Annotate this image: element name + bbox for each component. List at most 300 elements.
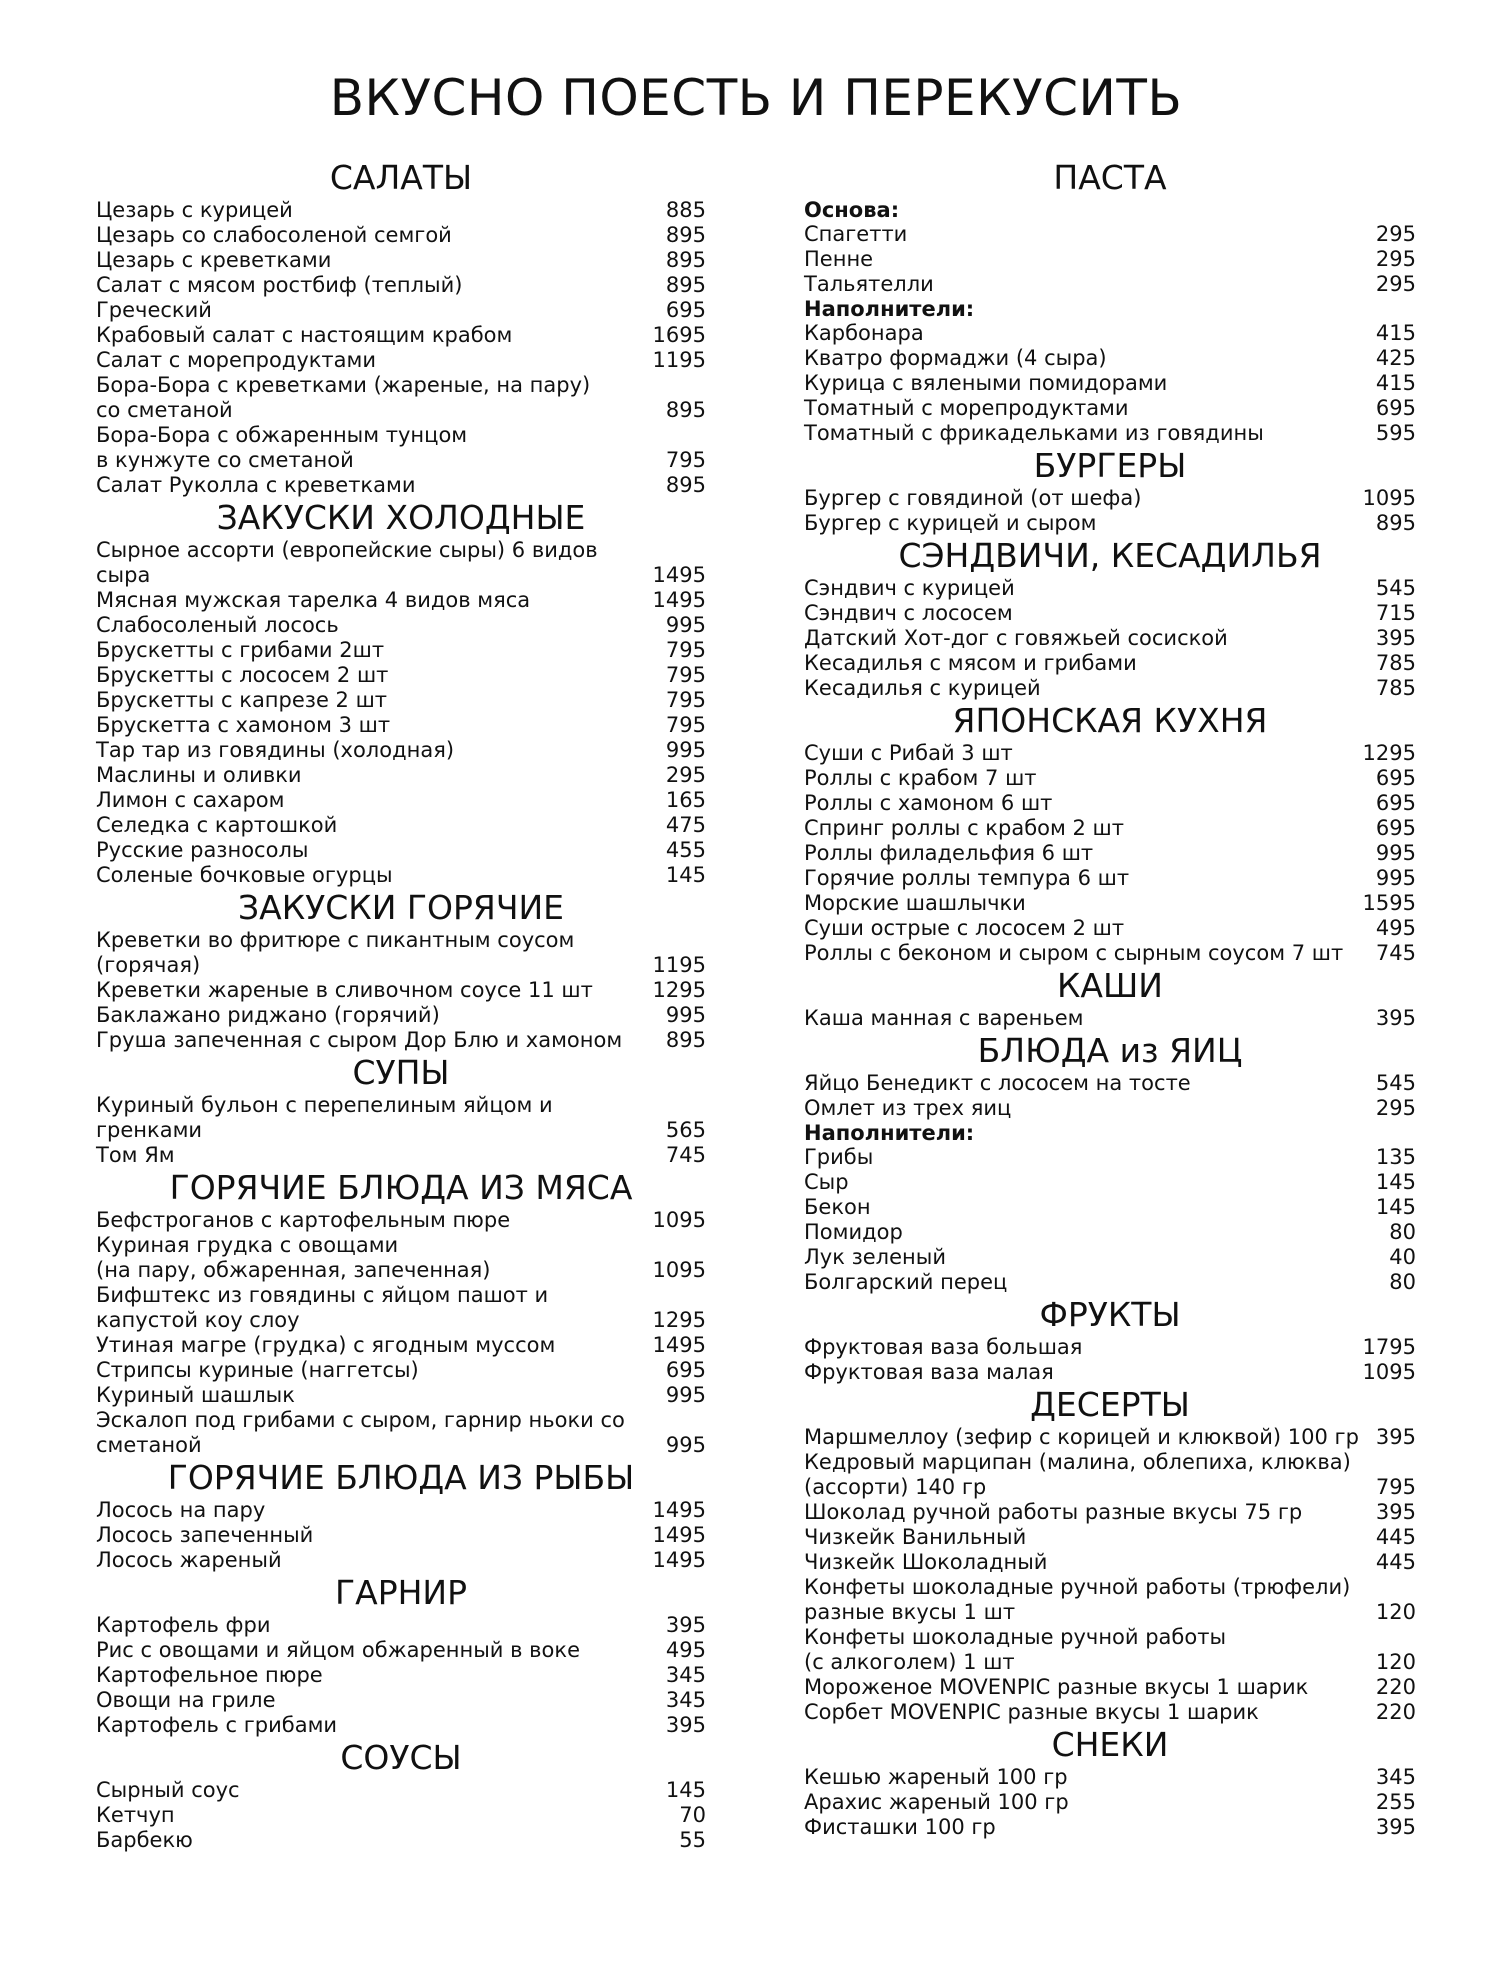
menu-item: [804, 1270, 1416, 1295]
menu-item-name: Кесадилья с курицей: [804, 676, 1041, 700]
menu-item-name: Греческий: [96, 298, 212, 322]
menu-item-price: 295: [1375, 1096, 1416, 1120]
menu-item-name: Брускетты с лососем 2 шт: [96, 663, 389, 687]
menu-section: [804, 966, 1416, 1031]
subheading: Основа:: [804, 198, 900, 222]
menu-item: [804, 247, 1416, 272]
menu-item-name: Бургер с говядиной (от шефа): [804, 486, 1142, 510]
menu-item-name: Стрипсы куриные (наггетсы): [96, 1358, 419, 1382]
menu-item-name: Салат с морепродуктами: [96, 348, 377, 372]
menu-item-price: 445: [1375, 1525, 1416, 1549]
section-title: ДЕСЕРТЫ: [1030, 1385, 1190, 1424]
menu-item-name: Спагетти: [804, 222, 908, 246]
menu-item: [96, 838, 706, 863]
menu-item-price: 40: [1389, 1245, 1416, 1269]
menu-item: [96, 1663, 706, 1688]
menu-item: [96, 1548, 706, 1573]
section-title: БЛЮДА из ЯИЦ: [977, 1031, 1243, 1070]
section-title: СЭНДВИЧИ, КЕСАДИЛЬЯ: [898, 536, 1322, 575]
menu-item-price: 1495: [652, 1523, 706, 1547]
menu-item-name: Роллы филадельфия 6 шт: [804, 841, 1094, 865]
menu-item: [96, 1383, 706, 1408]
menu-section: [804, 1385, 1416, 1725]
section-title: СНЕКИ: [1051, 1725, 1169, 1764]
menu-item: [804, 741, 1416, 766]
menu-item-price: 295: [665, 763, 706, 787]
menu-item-price: 495: [1375, 916, 1416, 940]
menu-item-price: 1195: [652, 348, 706, 372]
menu-item-price: 395: [1375, 1425, 1416, 1449]
menu-item-price: 395: [1375, 1500, 1416, 1524]
menu-item-name: Сэндвич с курицей: [804, 576, 1015, 600]
menu-item: [96, 588, 706, 613]
menu-item: [96, 298, 706, 323]
menu-item: [804, 1220, 1416, 1245]
menu-item-name: Картофель фри: [96, 1613, 271, 1637]
menu-item-name: Бекон: [804, 1195, 871, 1219]
menu-item-name: Соленые бочковые огурцы: [96, 863, 393, 887]
menu-item-price: 345: [665, 1688, 706, 1712]
menu-item-name: Томатный с фрикадельками из говядины: [804, 421, 1264, 445]
menu-item-name: Конфеты шоколадные ручной работы (трюфели) разные вкусы 1 шт: [804, 1575, 1351, 1624]
menu-item-name: Кедровый марципан (малина, облепиха, клюква) (ассорти) 140 гр: [804, 1450, 1351, 1499]
menu-item: [96, 538, 706, 588]
menu-item: [804, 651, 1416, 676]
menu-item-price: 1595: [1362, 891, 1416, 915]
menu-item-price: 135: [1375, 1145, 1416, 1169]
menu-item: [96, 1028, 706, 1053]
menu-item-name: Бора-Бора с креветками (жареные, на пару) со сметаной: [96, 373, 591, 422]
menu-item-name: Креветки жареные в сливочном соусе 11 шт: [96, 978, 593, 1002]
section-title: ЗАКУСКИ ГОРЯЧИЕ: [237, 888, 564, 927]
menu-item-price: 995: [665, 1433, 706, 1457]
menu-item-price: 695: [1375, 396, 1416, 420]
menu-item: [804, 1335, 1416, 1360]
menu-item-name: Лосось на пару: [96, 1498, 266, 1522]
menu-item: [96, 1778, 706, 1803]
menu-item-name: Эскалоп под грибами с сыром, гарнир ньоки со сметаной: [96, 1408, 625, 1457]
menu-item-name: Маршмеллоу (зефир с корицей и клюквой) 100 гр: [804, 1425, 1359, 1449]
menu-item-name: Кешью жареный 100 гр: [804, 1765, 1068, 1789]
menu-item-name: Чизкейк Ванильный: [804, 1525, 1027, 1549]
menu-item: [804, 1675, 1416, 1700]
menu-item-price: 145: [665, 1778, 706, 1802]
menu-item: [96, 1003, 706, 1028]
menu-item: [804, 321, 1416, 346]
section-title: СУПЫ: [352, 1053, 450, 1092]
menu-item: [804, 941, 1416, 966]
menu-item: [96, 223, 706, 248]
menu-item-name: Фисташки 100 гр: [804, 1815, 996, 1839]
menu-item: [804, 1765, 1416, 1790]
menu-item-price: 795: [665, 638, 706, 662]
menu-item-name: Тальятелли: [804, 272, 934, 296]
menu-item-price: 795: [1375, 1475, 1416, 1499]
menu-item-price: 745: [1375, 941, 1416, 965]
menu-section: [804, 158, 1416, 446]
menu-item: [96, 1358, 706, 1383]
menu-item-name: Яйцо Бенедикт с лососем на тосте: [804, 1071, 1191, 1095]
menu-item-price: 395: [1375, 626, 1416, 650]
menu-item-name: Датский Хот-дог с говяжьей сосиской: [804, 626, 1228, 650]
menu-item: [804, 891, 1416, 916]
menu-item: [804, 916, 1416, 941]
section-title: САЛАТЫ: [329, 158, 473, 197]
menu-item-name: Томатный с морепродуктами: [804, 396, 1129, 420]
menu-item: [804, 791, 1416, 816]
menu-item-name: Цезарь с курицей: [96, 198, 293, 222]
menu-item-name: Бора-Бора с обжаренным тунцом в кунжуте со сметаной: [96, 423, 468, 472]
menu-item: [96, 788, 706, 813]
subheading: Наполнители:: [804, 1121, 975, 1145]
menu-item-name: Чизкейк Шоколадный: [804, 1550, 1048, 1574]
menu-item: [96, 423, 706, 473]
menu-item-price: 695: [1375, 766, 1416, 790]
menu-item-price: 1495: [652, 563, 706, 587]
menu-item: [804, 1550, 1416, 1575]
section-title: ГАРНИР: [335, 1573, 467, 1612]
menu-item-price: 995: [665, 738, 706, 762]
menu-item: [804, 866, 1416, 891]
menu-item: [96, 1688, 706, 1713]
menu-item-name: Болгарский перец: [804, 1270, 1008, 1294]
menu-item-price: 885: [665, 198, 706, 222]
menu-item: [804, 346, 1416, 371]
menu-item-name: Цезарь с креветками: [96, 248, 332, 272]
menu-item-name: Салат с мясом ростбиф (теплый): [96, 273, 463, 297]
menu-item-price: 895: [665, 398, 706, 422]
menu-item-name: Барбекю: [96, 1828, 193, 1852]
menu-item-name: Кетчуп: [96, 1803, 175, 1827]
menu-item-name: Куриный бульон с перепелиным яйцом и гренками: [96, 1093, 553, 1142]
menu-item: [96, 1828, 706, 1853]
menu-item-name: Лосось жареный: [96, 1548, 282, 1572]
menu-item: [96, 1333, 706, 1358]
menu-item-price: 395: [665, 1713, 706, 1737]
menu-item-name: Салат Руколла с креветками: [96, 473, 416, 497]
menu-item-price: 895: [665, 473, 706, 497]
menu-item-name: Сэндвич с лососем: [804, 601, 1013, 625]
menu-item: [96, 638, 706, 663]
menu-item-name: Русские разносолы: [96, 838, 309, 862]
menu-item-name: Крабовый салат с настоящим крабом: [96, 323, 513, 347]
menu-item-price: 415: [1375, 371, 1416, 395]
menu-item-name: Маслины и оливки: [96, 763, 302, 787]
menu-item: [804, 1500, 1416, 1525]
menu-item: [96, 978, 706, 1003]
menu-item-price: 70: [679, 1803, 706, 1827]
menu-item: [804, 1425, 1416, 1450]
menu-item-name: Рис с овощами и яйцом обжаренный в воке: [96, 1638, 580, 1662]
menu-item-price: 295: [1375, 222, 1416, 246]
menu-item-price: 995: [665, 1383, 706, 1407]
menu-item-price: 475: [665, 813, 706, 837]
menu-item: [804, 486, 1416, 511]
menu-section: [96, 1458, 706, 1573]
menu-item-name: Баклажано риджано (горячий): [96, 1003, 440, 1027]
menu-item-price: 1095: [1362, 1360, 1416, 1384]
menu-item: [96, 813, 706, 838]
menu-item-price: 895: [665, 248, 706, 272]
menu-section: [804, 536, 1416, 701]
menu-item-name: Сырное ассорти (европейские сыры) 6 видов сыра: [96, 538, 598, 587]
menu-item-name: Роллы с крабом 7 шт: [804, 766, 1037, 790]
menu-item: [804, 511, 1416, 536]
menu-item-price: 995: [1375, 866, 1416, 890]
menu-item: [96, 1803, 706, 1828]
menu-item-price: 995: [1375, 841, 1416, 865]
menu-item-name: Груша запеченная с сыром Дор Блю и хамоном: [96, 1028, 623, 1052]
menu-item-price: 895: [665, 273, 706, 297]
menu-item: [96, 348, 706, 373]
menu-item-name: Тар тар из говядины (холодная): [96, 738, 455, 762]
menu-item-price: 220: [1375, 1700, 1416, 1724]
menu-item-name: Шоколад ручной работы разные вкусы 75 гр: [804, 1500, 1303, 1524]
menu-item: [96, 373, 706, 423]
menu-item-price: 995: [665, 613, 706, 637]
menu-item-name: Креветки во фритюре с пикантным соусом (горячая): [96, 928, 575, 977]
menu-item-price: 895: [665, 223, 706, 247]
menu-item: [804, 1071, 1416, 1096]
menu-item: [804, 626, 1416, 651]
menu-item-name: Куриная грудка с овощами (на пару, обжаренная, запеченная): [96, 1233, 491, 1282]
menu-item-price: 1795: [1362, 1335, 1416, 1359]
menu-item-price: 1295: [652, 1308, 706, 1332]
menu-item-price: 145: [1375, 1170, 1416, 1194]
menu-item-name: Суши с Рибай 3 шт: [804, 741, 1013, 765]
menu-item-name: Бифштекс из говядины с яйцом пашот и капустой коу слоу: [96, 1283, 549, 1332]
right-column: [804, 158, 1416, 1840]
menu-item: [804, 1145, 1416, 1170]
section-title: БУРГЕРЫ: [1033, 446, 1187, 485]
menu-item-price: 1195: [652, 953, 706, 977]
menu-item-name: Лосось запеченный: [96, 1523, 314, 1547]
menu-item: [96, 738, 706, 763]
menu-item-price: 695: [665, 298, 706, 322]
menu-item-name: Спринг роллы с крабом 2 шт: [804, 816, 1124, 840]
menu-item-price: 895: [665, 1028, 706, 1052]
menu-item-name: Грибы: [804, 1145, 874, 1169]
menu-item-price: 545: [1375, 576, 1416, 600]
menu-item-name: Суши острые с лососем 2 шт: [804, 916, 1125, 940]
menu-item-price: 145: [1375, 1195, 1416, 1219]
menu-item: [96, 248, 706, 273]
menu-item-name: Картофель с грибами: [96, 1713, 338, 1737]
menu-item-price: 745: [665, 1143, 706, 1167]
menu-item-price: 795: [665, 688, 706, 712]
menu-item: [804, 1245, 1416, 1270]
menu-item-price: 1695: [652, 323, 706, 347]
menu-item: [96, 663, 706, 688]
menu-item-price: 395: [665, 1613, 706, 1637]
menu-item-name: Роллы с хамоном 6 шт: [804, 791, 1053, 815]
menu-item: [804, 396, 1416, 421]
menu-item-price: 1495: [652, 1548, 706, 1572]
menu-item-price: 295: [1375, 272, 1416, 296]
menu-item-price: 145: [665, 863, 706, 887]
menu-item-name: Утиная магре (грудка) с ягодным муссом: [96, 1333, 556, 1357]
menu-item: [804, 576, 1416, 601]
menu-item-price: 1295: [652, 978, 706, 1002]
menu-item-price: 165: [665, 788, 706, 812]
menu-item-name: Овощи на гриле: [96, 1688, 276, 1712]
menu-item-name: Омлет из трех яиц: [804, 1096, 1012, 1120]
menu-item-name: Цезарь со слабосоленой семгой: [96, 223, 452, 247]
menu-section: [96, 1573, 706, 1738]
menu-item-name: Горячие роллы темпура 6 шт: [804, 866, 1130, 890]
menu-item: [804, 371, 1416, 396]
menu-section: [96, 1053, 706, 1168]
menu-item-price: 695: [665, 1358, 706, 1382]
menu-item-price: 55: [679, 1828, 706, 1852]
menu-item-price: 1495: [652, 1333, 706, 1357]
menu-item-price: 80: [1389, 1220, 1416, 1244]
menu-item-price: 395: [1375, 1006, 1416, 1030]
page-title: ВКУСНО ПОЕСТЬ И ПЕРЕКУСИТЬ: [329, 69, 1183, 127]
menu-section: [804, 701, 1416, 966]
section-title: КАШИ: [1057, 966, 1163, 1005]
menu-item: [96, 1523, 706, 1548]
menu-item: [96, 863, 706, 888]
menu-item-price: 715: [1375, 601, 1416, 625]
menu-item-price: 395: [1375, 1815, 1416, 1839]
menu-item: [96, 1498, 706, 1523]
menu-item: [804, 421, 1416, 446]
menu-item: [96, 198, 706, 223]
menu-item-price: 595: [1375, 421, 1416, 445]
menu-item-name: Слабосоленый лосось: [96, 613, 339, 637]
menu-item-name: Кесадилья с мясом и грибами: [804, 651, 1137, 675]
menu-item: [804, 1360, 1416, 1385]
menu-item: [804, 1625, 1416, 1675]
menu-item: [804, 1815, 1416, 1840]
menu-item-name: Сыр: [804, 1170, 849, 1194]
menu-item-name: Арахис жареный 100 гр: [804, 1790, 1069, 1814]
menu-item: [96, 1093, 706, 1143]
menu-item-price: 255: [1375, 1790, 1416, 1814]
menu-item-name: Конфеты шоколадные ручной работы (с алкоголем) 1 шт: [804, 1625, 1227, 1674]
section-title: ФРУКТЫ: [1039, 1295, 1181, 1334]
menu-item: [804, 1450, 1416, 1500]
menu-section: [804, 446, 1416, 536]
menu-item: [804, 676, 1416, 701]
menu-item-name: Лимон с сахаром: [96, 788, 285, 812]
menu-item-name: Кватро формаджи (4 сыра): [804, 346, 1107, 370]
menu-item-price: 995: [665, 1003, 706, 1027]
menu-item: [804, 222, 1416, 247]
menu-item-price: 895: [1375, 511, 1416, 535]
menu-section: [96, 498, 706, 888]
menu-item-price: 1495: [652, 1498, 706, 1522]
menu-item: [96, 473, 706, 498]
menu-item-name: Каша манная с вареньем: [804, 1006, 1084, 1030]
section-title: ЗАКУСКИ ХОЛОДНЫЕ: [216, 498, 586, 537]
menu-item-price: 345: [1375, 1765, 1416, 1789]
section-title: ЯПОНСКАЯ КУХНЯ: [952, 701, 1268, 740]
menu-item-name: Картофельное пюре: [96, 1663, 323, 1687]
menu-item-name: Селедка с картошкой: [96, 813, 338, 837]
menu-item: [96, 273, 706, 298]
menu-item-price: 80: [1389, 1270, 1416, 1294]
menu-item-price: 120: [1375, 1650, 1416, 1674]
menu-item-price: 425: [1375, 346, 1416, 370]
menu-item-price: 695: [1375, 816, 1416, 840]
menu-item-price: 1495: [652, 588, 706, 612]
menu-section: [804, 1295, 1416, 1385]
menu-item: [804, 1006, 1416, 1031]
menu-item: [96, 323, 706, 348]
menu-item: [96, 688, 706, 713]
menu-item: [804, 601, 1416, 626]
menu-item: [804, 1700, 1416, 1725]
menu-item-price: 785: [1375, 651, 1416, 675]
menu-item-price: 120: [1375, 1600, 1416, 1624]
subheading: Наполнители:: [804, 297, 975, 321]
menu-item-name: Фруктовая ваза большая: [804, 1335, 1083, 1359]
menu-item: [96, 928, 706, 978]
menu-item: [96, 1283, 706, 1333]
section-title: ГОРЯЧИЕ БЛЮДА ИЗ МЯСА: [169, 1168, 633, 1207]
menu-item-price: 495: [665, 1638, 706, 1662]
menu-item-name: Брускетты с капрезе 2 шт: [96, 688, 388, 712]
menu-item-price: 455: [665, 838, 706, 862]
menu-item: [804, 1525, 1416, 1550]
menu-item: [96, 1613, 706, 1638]
menu-section: [96, 888, 706, 1053]
menu-item-price: 1295: [1362, 741, 1416, 765]
menu-item-name: Помидор: [804, 1220, 903, 1244]
menu-item-price: 1095: [652, 1208, 706, 1232]
menu-item-price: 795: [665, 663, 706, 687]
menu-item: [804, 1575, 1416, 1625]
menu-item: [96, 1713, 706, 1738]
menu-item-name: Мясная мужская тарелка 4 видов мяса: [96, 588, 531, 612]
menu-item-price: 545: [1375, 1071, 1416, 1095]
menu-item: [804, 272, 1416, 297]
menu-section: [96, 1738, 706, 1853]
menu-section: [804, 1725, 1416, 1840]
menu-item-name: Мороженое MOVENPIC разные вкусы 1 шарик: [804, 1675, 1309, 1699]
menu-item-name: Лук зеленый: [804, 1245, 946, 1269]
menu-item-price: 345: [665, 1663, 706, 1687]
menu-item: [804, 1170, 1416, 1195]
menu-item-name: Брускетта с хамоном 3 шт: [96, 713, 391, 737]
menu-item: [96, 1408, 706, 1458]
menu-item-price: 1095: [1362, 486, 1416, 510]
menu-item-name: Бефстроганов с картофельным пюре: [96, 1208, 511, 1232]
menu-item-name: Сырный соус: [96, 1778, 240, 1802]
menu-item-name: Курица с вялеными помидорами: [804, 371, 1168, 395]
menu-item-name: Бургер с курицей и сыром: [804, 511, 1097, 535]
menu-item-name: Карбонара: [804, 321, 924, 345]
menu-item-price: 795: [665, 713, 706, 737]
menu-item: [804, 1790, 1416, 1815]
section-title: ГОРЯЧИЕ БЛЮДА ИЗ РЫБЫ: [167, 1458, 635, 1497]
menu-item: [96, 1638, 706, 1663]
menu-item: [804, 766, 1416, 791]
menu-item: [96, 1143, 706, 1168]
menu-item-name: Фруктовая ваза малая: [804, 1360, 1054, 1384]
menu-item-name: Пенне: [804, 247, 874, 271]
menu-section: [804, 1031, 1416, 1295]
menu-section: [96, 1168, 706, 1458]
menu-item: [96, 1233, 706, 1283]
menu-item-price: 785: [1375, 676, 1416, 700]
menu-item-name: Том Ям: [96, 1143, 175, 1167]
menu-item-price: 1095: [652, 1258, 706, 1282]
menu-item-price: 295: [1375, 247, 1416, 271]
menu-item-price: 445: [1375, 1550, 1416, 1574]
